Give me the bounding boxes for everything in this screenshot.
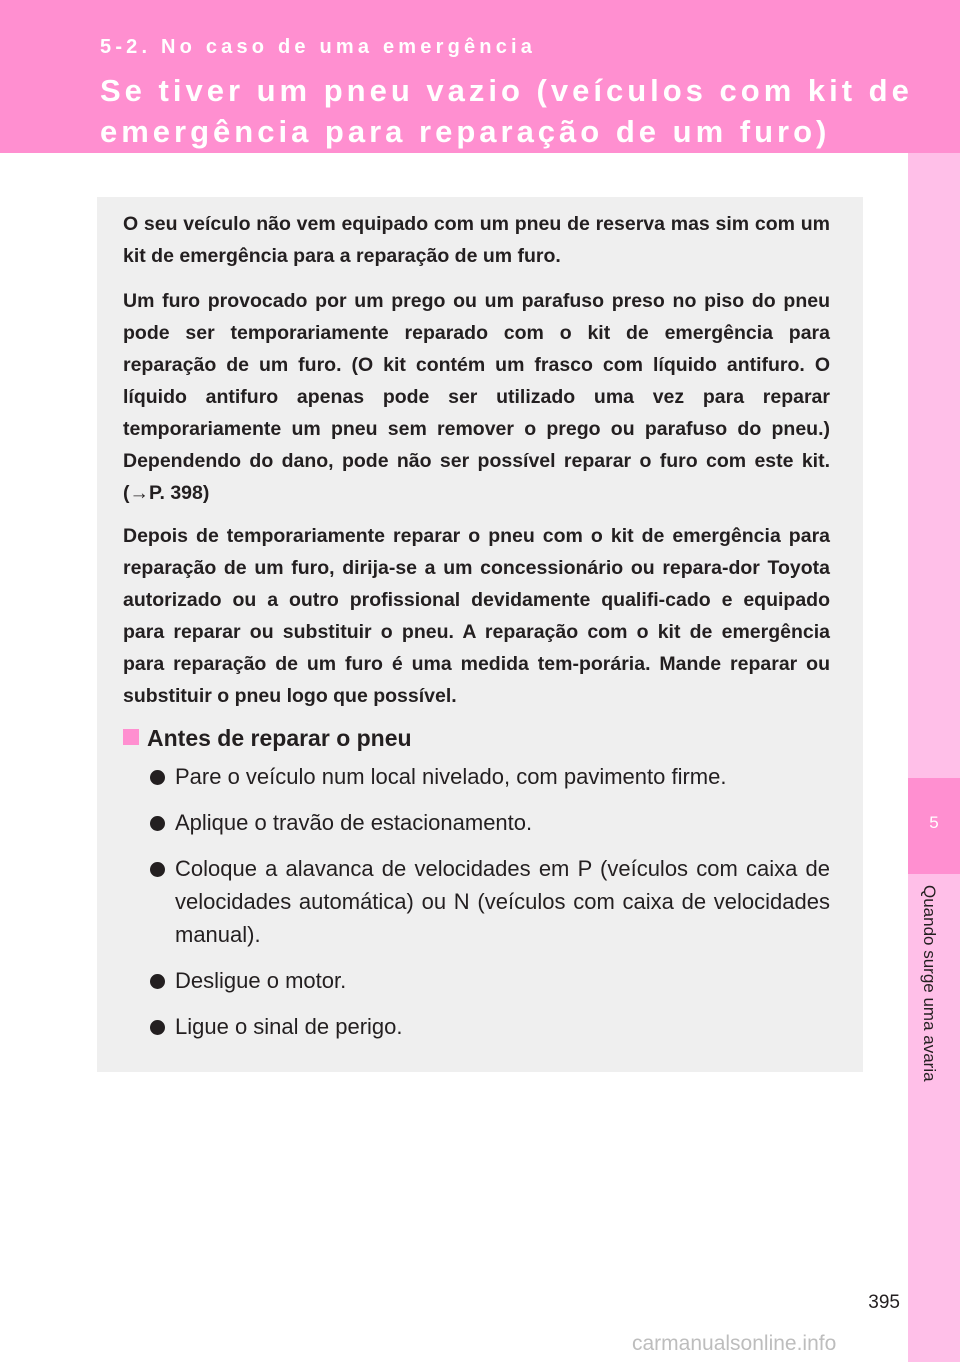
list-item-text: Desligue o motor. [175, 968, 347, 993]
section-label: 5-2. No caso de uma emergência [100, 36, 537, 58]
square-bullet-icon [123, 729, 139, 745]
intro-paragraph-2: Um furo provocado por um prego ou um parafuso preso no piso do pneu pode ser temporariamente reparado com o kit de emergência para reparação de um furo. (O kit contém um frasco com líquido antifuro. O líquido antifuro apenas pode ser utilizado uma vez para reparar temporariamente um pneu sem remover o prego ou parafuso do pneu.) Dependendo do dano, pode não ser possível reparar o furo com este kit. (→P. 398) [123, 290, 830, 504]
watermark: carmanualsonline.info [632, 1332, 837, 1355]
list-item-text: Pare o veículo num local nivelado, com pavimento firme. [175, 764, 727, 789]
list-item [150, 852, 830, 951]
chapter-number: 5 [929, 813, 939, 832]
page-title-line-2: emergência para reparação de um furo) [100, 114, 831, 149]
page-title-line-1: Se tiver um pneu vazio (veículos com kit de [100, 73, 913, 108]
before-repair-list [150, 760, 830, 1056]
page-header [0, 0, 960, 153]
list-item [150, 1010, 830, 1043]
bullet-dot-icon [150, 770, 165, 785]
list-item [150, 760, 830, 793]
list-item [150, 964, 830, 997]
page-number: 395 [868, 1292, 900, 1313]
page-title [100, 70, 913, 152]
bullet-dot-icon [150, 816, 165, 831]
bullet-dot-icon [150, 1020, 165, 1035]
bullet-dot-icon [150, 974, 165, 989]
chapter-title: Quando surge uma avaria [920, 885, 939, 1082]
bullet-dot-icon [150, 862, 165, 877]
list-item-text: Ligue o sinal de perigo. [175, 1014, 403, 1039]
side-tab [908, 153, 960, 1362]
before-repair-heading [123, 725, 412, 752]
list-item-text: Aplique o travão de estacionamento. [175, 810, 533, 835]
chapter-box [908, 778, 960, 874]
intro-paragraph-1: O seu veículo não vem equipado com um pneu de reserva mas sim com um kit de emergência para a reparação de um furo. [123, 213, 830, 267]
list-item-text: Coloque a alavanca de velocidades em P (veículos com caixa de velocidades automática) ou N (veículos com caixa de velocidades manual). [175, 856, 830, 947]
list-item [150, 806, 830, 839]
intro-paragraph-3: Depois de temporariamente reparar o pneu com o kit de emergência para reparação de um furo, dirija-se a um concessionário ou repara-dor Toyota autorizado ou a outro profissional devidamente qualifi-cado e equipado para reparar ou substituir o pneu. A reparação com o kit de emergência para reparação de um furo é uma medida tem-porária. Mande reparar ou substituir o pneu logo que possível. [123, 525, 830, 707]
before-repair-heading-text: Antes de reparar o pneu [147, 725, 412, 751]
